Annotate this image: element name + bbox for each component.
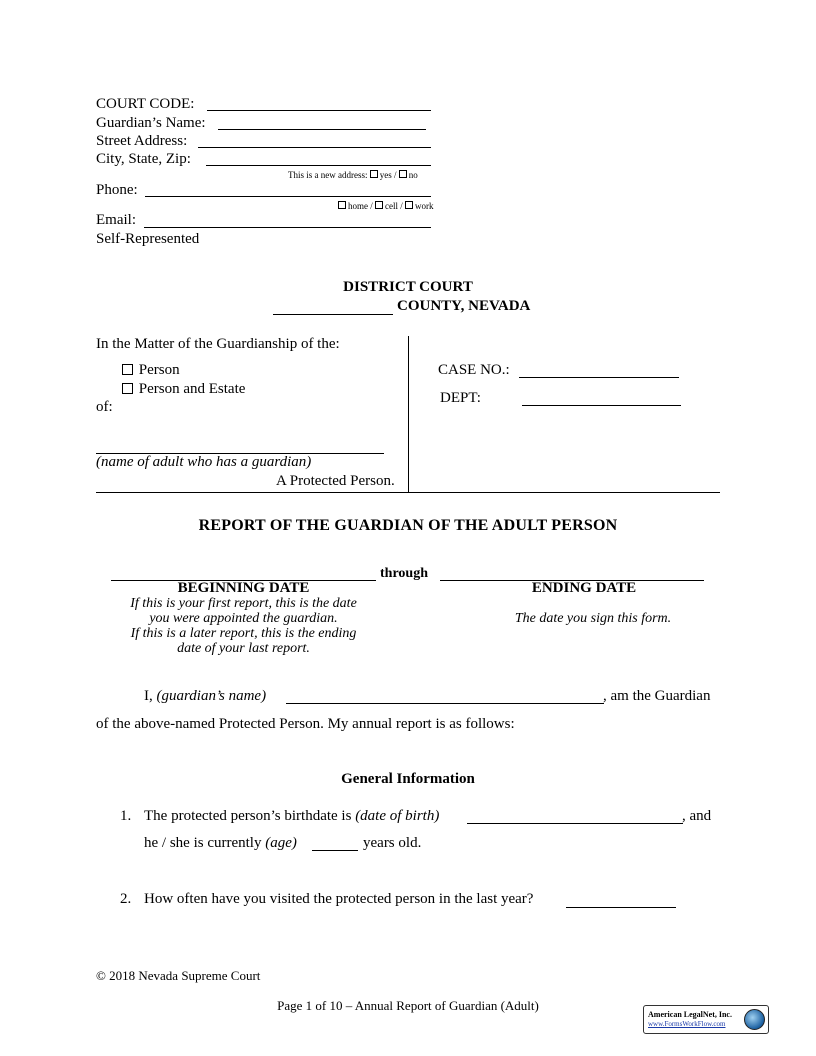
- phone-label: Phone:: [96, 182, 138, 198]
- q1-line-2: [144, 835, 297, 852]
- guardian-name-field[interactable]: [218, 129, 426, 130]
- city-state-zip-field[interactable]: [206, 165, 431, 166]
- phone-cell-label: cell /: [385, 201, 403, 211]
- dept-field[interactable]: [522, 405, 681, 406]
- of-label: of:: [96, 399, 113, 415]
- globe-icon: [744, 1009, 765, 1030]
- page-info: Page 1 of 10 – Annual Report of Guardian (Adult): [277, 998, 539, 1013]
- q1-text-b: , and: [682, 808, 712, 824]
- street-address-label: Street Address:: [96, 133, 188, 149]
- beginning-date-label: BEGINNING DATE: [177, 580, 310, 596]
- city-state-zip-label: City, State, Zip:: [96, 151, 191, 167]
- option-person-estate-checkbox[interactable]: [122, 383, 133, 394]
- q1-text-d: years old.: [363, 835, 422, 851]
- beginning-help-line-2: you were appointed the guardian.: [149, 611, 338, 626]
- case-no-label: CASE NO.:: [438, 362, 510, 378]
- option-person-estate-row: [122, 381, 245, 398]
- court-county: COUNTY, NEVADA: [397, 298, 531, 314]
- caption-divider-vertical: [408, 336, 409, 492]
- intro-am-guardian: , am the Guardian: [603, 688, 711, 704]
- self-represented-label: Self-Represented: [96, 231, 200, 247]
- age-field[interactable]: [312, 850, 358, 851]
- q1-line-1: [144, 808, 439, 825]
- dept-label: DEPT:: [440, 390, 481, 406]
- new-address-text: This is a new address:: [288, 170, 368, 180]
- beginning-help-line-1: If this is your first report, this is the date: [130, 596, 357, 611]
- logo-line-1: American LegalNet, Inc.: [648, 1010, 732, 1019]
- case-no-field[interactable]: [519, 377, 679, 378]
- phone-field[interactable]: [145, 196, 431, 197]
- phone-home-label: home /: [348, 201, 373, 211]
- beginning-help-line-4: date of your last report.: [177, 641, 310, 656]
- court-title: DISTRICT COURT: [343, 279, 473, 295]
- intro-i: [144, 688, 266, 705]
- guardian-name-hint: (guardian’s name): [156, 688, 267, 704]
- beginning-date-help: [101, 596, 386, 656]
- phone-work-label: work: [415, 201, 434, 211]
- court-code-field[interactable]: [207, 110, 431, 111]
- intro-line-2: of the above-named Protected Person. My annual report is as follows:: [96, 716, 515, 732]
- county-field[interactable]: [273, 314, 393, 315]
- caption-divider-horizontal: [96, 492, 720, 493]
- court-code-row: [96, 96, 194, 113]
- name-hint: (name of adult who has a guardian): [96, 454, 312, 470]
- q2-text: How often have you visited the protected person in the last year?: [144, 891, 534, 907]
- new-address-yes-label: yes /: [379, 170, 397, 180]
- phone-type-row: [338, 201, 434, 211]
- birthdate-field[interactable]: [467, 823, 683, 824]
- q1-number: 1.: [120, 808, 132, 824]
- new-address-no-label: no: [408, 170, 418, 180]
- q1-date-hint: (date of birth): [355, 808, 440, 824]
- new-address-no-checkbox[interactable]: [399, 170, 407, 178]
- email-field[interactable]: [144, 227, 431, 228]
- intro-i-text: I,: [144, 688, 153, 704]
- phone-home-checkbox[interactable]: [338, 201, 346, 209]
- option-person-label: Person: [138, 362, 180, 378]
- logo-line-2[interactable]: www.FormsWorkFlow.com: [648, 1020, 726, 1028]
- visit-frequency-field[interactable]: [566, 907, 676, 908]
- option-person-checkbox[interactable]: [122, 364, 133, 375]
- q2-number: 2.: [120, 891, 132, 907]
- phone-cell-checkbox[interactable]: [375, 201, 383, 209]
- q1-text-a: The protected person’s birthdate is: [144, 808, 352, 824]
- ending-date-label: ENDING DATE: [531, 580, 637, 596]
- general-info-heading: General Information: [341, 771, 475, 787]
- court-code-label: COURT CODE:: [96, 96, 195, 112]
- q1-age-hint: (age): [265, 835, 297, 851]
- intro-guardian-name-field[interactable]: [286, 703, 604, 704]
- new-address-row: [288, 170, 418, 180]
- option-person-row: [122, 362, 180, 379]
- ending-date-help: The date you sign this form.: [514, 611, 672, 626]
- report-title: REPORT OF THE GUARDIAN OF THE ADULT PERSON: [198, 517, 618, 534]
- protected-person-label: A Protected Person.: [276, 473, 395, 489]
- new-address-yes-checkbox[interactable]: [370, 170, 378, 178]
- phone-work-checkbox[interactable]: [405, 201, 413, 209]
- beginning-help-line-3: If this is a later report, this is the ending: [130, 626, 357, 641]
- q1-text-c: he / she is currently: [144, 835, 262, 851]
- street-address-field[interactable]: [198, 147, 431, 148]
- email-label: Email:: [96, 212, 136, 228]
- forms-workflow-logo: [643, 1005, 769, 1034]
- option-person-estate-label: Person and Estate: [138, 381, 246, 397]
- through-label: through: [380, 566, 428, 581]
- guardian-name-label: Guardian’s Name:: [96, 115, 206, 131]
- copyright: © 2018 Nevada Supreme Court: [96, 968, 261, 983]
- matter-text: In the Matter of the Guardianship of the:: [96, 336, 340, 352]
